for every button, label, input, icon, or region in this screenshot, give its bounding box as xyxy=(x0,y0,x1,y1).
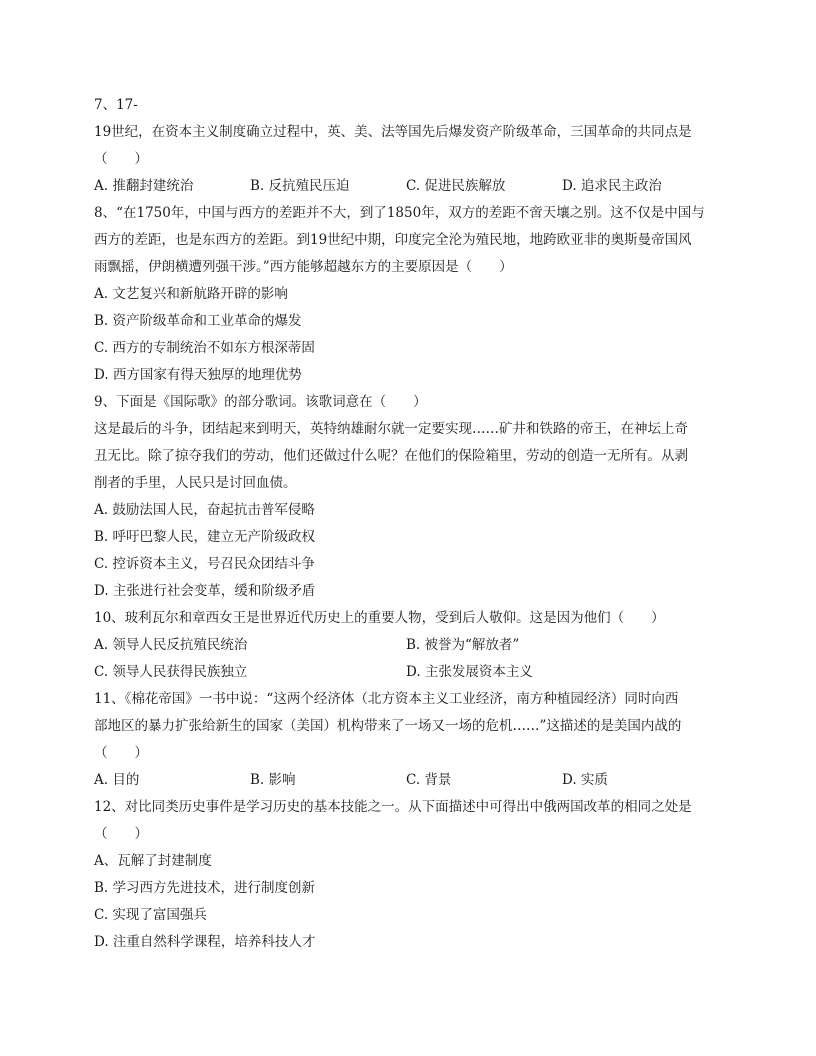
q7-option-b: B. 反抗殖民压迫 xyxy=(250,178,350,194)
q7-option-c: C. 促进民族解放 xyxy=(406,178,506,194)
q10-options-row-2 xyxy=(94,659,734,686)
q9-option-a: A. 鼓励法国人民，奋起抗击普军侵略 xyxy=(94,502,315,518)
q8-option-d: D. 西方国家有得天独厚的地理优势 xyxy=(94,367,302,383)
q11-option-b: B. 影响 xyxy=(250,772,296,788)
q10-option-a: A. 领导人民反抗殖民统治 xyxy=(94,637,248,653)
q7-option-d: D. 追求民主政治 xyxy=(562,178,662,194)
q8-option-b: B. 资产阶级革命和工业革命的爆发 xyxy=(94,313,302,329)
q9-option-d: D. 主张进行社会变革，缓和阶级矛盾 xyxy=(94,583,316,599)
q9-lyric-line-1: 这是最后的斗争，团结起来到明天，英特纳雄耐尔就一定要实现……矿井和铁路的帝王，在神坛上奇 xyxy=(94,421,688,437)
q7-options xyxy=(94,173,734,200)
q12-option-c: C. 实现了富国强兵 xyxy=(94,907,207,923)
q12-option-a: A、瓦解了封建制度 xyxy=(94,853,212,869)
q10-options-row-1 xyxy=(94,632,734,659)
q11-stem-line-2: 部地区的暴力扩张给新生的国家（美国）机构带来了一场又一场的危机……”这描述的是美国内战的 xyxy=(94,718,682,734)
q12-stem: 12、对比同类历史事件是学习历史的基本技能之一。从下面描述中可得出中俄两国改革的相同之处是 xyxy=(94,799,692,815)
q12-option-b: B. 学习西方先进技术，进行制度创新 xyxy=(94,880,316,896)
q10-option-d: D. 主张发展资本主义 xyxy=(406,664,533,680)
q8-stem-line-3: 雨飘摇，伊朗横遭列强干涉。”西方能够超越东方的主要原因是（ ） xyxy=(94,259,513,275)
q7-number: 7、17- xyxy=(94,97,138,113)
q7-option-a: A. 推翻封建统治 xyxy=(94,178,194,194)
q9-option-b: B. 呼吁巴黎人民，建立无产阶级政权 xyxy=(94,529,316,545)
q11-options xyxy=(94,767,734,794)
q11-stem-line-1: 11、《棉花帝国》一书中说：“这两个经济体（北方资本主义工业经济，南方种植园经济）同时向西 xyxy=(94,691,679,707)
q8-stem-line-2: 西方的差距，也是东西方的差距。到19世纪中期，印度完全沦为殖民地，地跨欧亚非的奥斯曼帝国风 xyxy=(94,232,692,248)
q9-lyric-line-3: 削者的手里，人民只是讨回血债。 xyxy=(94,475,297,491)
q7-stem: 19世纪，在资本主义制度确立过程中，英、美、法等国先后爆发资产阶级革命，三国革命的共同点是 xyxy=(94,124,692,140)
q8-option-a: A. 文艺复兴和新航路开辟的影响 xyxy=(94,286,288,302)
q9-stem: 9、下面是《国际歌》的部分歌词。该歌词意在（ ） xyxy=(94,394,427,410)
q10-option-b: B. 被誉为“解放者” xyxy=(406,637,520,653)
q11-answer-paren: （ ） xyxy=(94,745,148,761)
q12-answer-paren: （ ） xyxy=(94,826,148,842)
q11-option-c: C. 背景 xyxy=(406,772,452,788)
q12-option-d: D. 注重自然科学课程，培养科技人才 xyxy=(94,934,316,950)
q8-stem-line-1: 8、“在1750年，中国与西方的差距并不大，到了1850年，双方的差距不啻天壤之别。这不仅是中国与 xyxy=(94,205,705,221)
q8-option-c: C. 西方的专制统治不如东方根深蒂固 xyxy=(94,340,315,356)
q11-option-d: D. 实质 xyxy=(562,772,608,788)
q11-option-a: A. 目的 xyxy=(94,772,140,788)
q10-stem: 10、玻利瓦尔和章西女王是世界近代历史上的重要人物，受到后人敬仰。这是因为他们（ ） xyxy=(94,610,665,626)
exam-page xyxy=(94,92,734,956)
q9-option-c: C. 控诉资本主义，号召民众团结斗争 xyxy=(94,556,315,572)
q10-option-c: C. 领导人民获得民族独立 xyxy=(94,664,248,680)
q9-lyric-line-2: 丑无比。除了掠夺我们的劳动，他们还做过什么呢？在他们的保险箱里，劳动的创造一无所有。从剥 xyxy=(94,448,688,464)
q7-answer-paren: （ ） xyxy=(94,151,148,167)
